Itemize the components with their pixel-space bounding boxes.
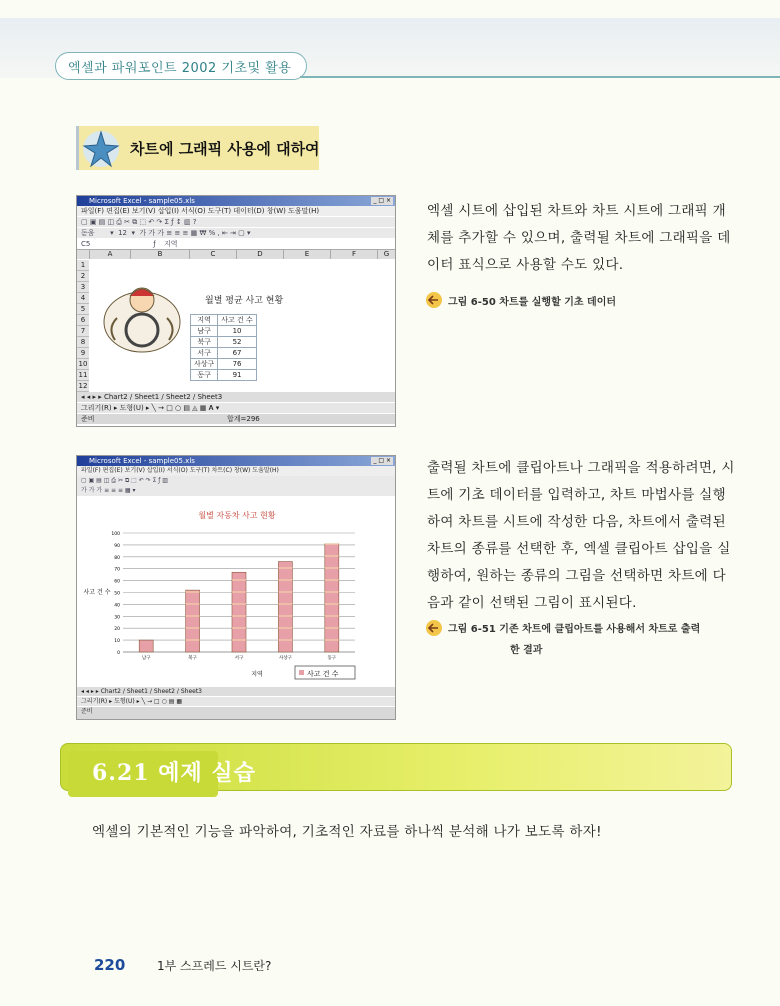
- font-size-select[interactable]: 12: [118, 229, 127, 237]
- row-header[interactable]: 11: [78, 371, 88, 379]
- status-bar: [77, 414, 395, 424]
- drawing-toolbar[interactable]: 그리기(R) ▸ 도형(U) ▸ ╲ → □ ○ ▤ ▦: [77, 697, 395, 706]
- table-header: 사고 건 수: [218, 315, 257, 326]
- column-header[interactable]: D: [237, 250, 284, 259]
- sheet-chart-title: 월별 평균 사고 현황: [205, 296, 284, 306]
- formula-input[interactable]: 지역: [163, 240, 178, 248]
- x-tick-label: 사상구: [278, 656, 292, 661]
- row-header[interactable]: 4: [77, 293, 89, 304]
- caption-1: 그림 6-50 차트를 실행할 기초 데이터: [448, 297, 617, 308]
- row-header[interactable]: 10: [78, 360, 88, 368]
- arrow-left-icon: [425, 619, 443, 637]
- column-header[interactable]: A: [90, 250, 131, 259]
- table-header: 지역: [191, 315, 218, 326]
- menu-bar[interactable]: 파일(F) 편집(E) 보기(V) 삽입(I) 서식(O) 도구(T) 데이터(D) 창(W) 도움말(H): [77, 206, 395, 216]
- bar-동구[interactable]: [325, 544, 339, 652]
- drawing-label[interactable]: 그리기(R) ▸ 도형(U) ▸: [81, 404, 150, 412]
- sheet-tabs[interactable]: ◂ ◂ ▸ ▸ Chart2 / Sheet1 / Sheet2 / Sheet3: [77, 687, 395, 696]
- data-table: [190, 314, 257, 381]
- sheet-tab-list[interactable]: Chart2 / Sheet1 / Sheet2 / Sheet3: [103, 393, 223, 401]
- table-cell[interactable]: 동구: [191, 370, 218, 381]
- x-tick-label: 북구: [188, 656, 197, 661]
- status-bar: [77, 707, 395, 719]
- x-tick-label: 동구: [327, 656, 337, 661]
- window-controls[interactable]: _ □ ×: [373, 457, 391, 464]
- row-header[interactable]: 1: [77, 260, 89, 271]
- select-all-corner[interactable]: [77, 250, 90, 259]
- running-title: 엑셀과 파워포인트 2002 기초및 활용: [68, 61, 292, 76]
- y-tick-label: 30: [114, 615, 120, 621]
- window-controls[interactable]: _ □ ×: [373, 197, 391, 204]
- chart-title: 월별 자동차 사고 현황: [198, 511, 276, 520]
- table-cell[interactable]: 북구: [191, 337, 218, 348]
- y-tick-label: 60: [114, 579, 120, 585]
- table-cell[interactable]: 사상구: [191, 359, 218, 370]
- practice-title: 6.21 예제 실습: [92, 760, 256, 786]
- arrow-left-icon: [425, 291, 443, 309]
- row-header[interactable]: 12: [78, 382, 88, 390]
- y-tick-label: 40: [114, 603, 120, 609]
- x-tick-label: 남구: [141, 656, 151, 661]
- legend-label: 사고 건 수: [307, 670, 339, 678]
- row-header[interactable]: 3: [77, 282, 89, 293]
- window-title-bar: [77, 456, 395, 466]
- table-cell[interactable]: 52: [218, 337, 257, 348]
- y-tick-label: 100: [111, 532, 120, 537]
- page-number: 220: [94, 956, 126, 974]
- table-cell[interactable]: 10: [218, 326, 257, 337]
- format-toolbar[interactable]: 가 가 가 ≡ ≡ ≡ ▦ ▾: [77, 486, 395, 496]
- bar-남구[interactable]: [139, 640, 153, 652]
- sheet-tab-list[interactable]: Chart2 / Sheet1 / Sheet2 / Sheet3: [100, 688, 202, 695]
- status-ready: 준비: [81, 415, 95, 423]
- column-header[interactable]: F: [331, 250, 378, 259]
- column-header[interactable]: E: [284, 250, 331, 259]
- formula-bar: [77, 239, 395, 250]
- excel-screenshot-chart: [76, 455, 396, 720]
- legend-swatch: [299, 670, 304, 675]
- y-tick-label: 50: [114, 591, 120, 597]
- y-tick-label: 70: [114, 567, 120, 573]
- caption-2-line-2: 한 결과: [510, 645, 543, 656]
- status-sum: 합계=296: [227, 415, 260, 423]
- column-header[interactable]: G: [378, 250, 396, 259]
- standard-toolbar[interactable]: ▢ ▣ ▤ ◫ ⎙ ✂ ⧉ ⬚ ↶ ↷ Σ ƒ ▥: [77, 476, 395, 486]
- row-header[interactable]: 2: [77, 271, 89, 282]
- menu-bar[interactable]: 파일(F) 편집(E) 보기(V) 삽입(I) 서식(O) 도구(T) 차트(C) 창(W) 도움말(H): [77, 466, 395, 476]
- fx-icon: ƒ: [153, 240, 156, 248]
- table-cell[interactable]: 67: [218, 348, 257, 359]
- header-rule: [300, 76, 780, 78]
- caption-2-line-1: 그림 6-51 기존 차트에 클립아트를 사용해서 차트로 출력: [448, 624, 701, 635]
- y-tick-label: 10: [114, 639, 120, 645]
- status-ready: 준비: [81, 708, 93, 715]
- row-header[interactable]: 5: [77, 304, 89, 315]
- y-tick-label: 0: [117, 651, 120, 656]
- paragraph-1: 엑셀 시트에 삽입된 차트와 차트 시트에 그래픽 개체를 추가할 수 있으며, 출력될 차트에 그래픽을 데이터 표식으로 사용할 수도 있다.: [427, 203, 731, 273]
- row-header[interactable]: 8: [77, 337, 89, 348]
- font-name-select[interactable]: 돋움: [81, 229, 95, 237]
- x-tick-label: 서구: [234, 656, 244, 661]
- table-cell[interactable]: 76: [218, 359, 257, 370]
- drawing-toolbar[interactable]: 그리기(R) ▸ 도형(U) ▸ ╲ → □ ○ ▤ ◬ ▦ 𝐀 ▾: [77, 403, 395, 413]
- table-cell[interactable]: 91: [218, 370, 257, 381]
- practice-summary: 엑셀의 기본적인 기능을 파악하여, 기초적인 자료를 하나씩 분석해 나가 보도록 하자!: [92, 824, 602, 840]
- drawing-label[interactable]: 그리기(R) ▸ 도형(U) ▸: [81, 698, 140, 705]
- column-header[interactable]: C: [190, 250, 237, 259]
- section-title: 차트에 그래픽 사용에 대하여: [130, 140, 320, 158]
- sheet-tabs[interactable]: ◂ ◂ ▸ ▸ Chart2 / Sheet1 / Sheet2 / Sheet3: [77, 392, 395, 402]
- y-axis-label: 사고 건 수: [83, 589, 111, 596]
- paragraph-2: 출력될 차트에 클립아트나 그래픽을 적용하려면, 시트에 기초 데이터를 입력하고, 차트 마법사를 실행하여 차트를 시트에 작성한 다음, 차트에서 출력된 차트의 종류를 선택한 후, 엑셀 클립아트 삽입을 실행하여, 원하는 종류의 그림을 선택하면 차트에 다음과 같이 선택된 그림이 표시된다.: [427, 460, 735, 611]
- window-title-bar: [77, 196, 395, 206]
- name-box[interactable]: C5: [81, 240, 91, 248]
- y-tick-label: 80: [114, 555, 120, 561]
- bar-북구[interactable]: [186, 590, 200, 652]
- row-header[interactable]: 6: [77, 315, 89, 326]
- y-tick-label: 90: [114, 543, 120, 549]
- standard-toolbar[interactable]: ▢ ▣ ▤ ◫ ⎙ ✂ ⧉ ⬚ ↶ ↷ Σ ƒ ↕ ▥ ?: [77, 217, 395, 227]
- table-cell[interactable]: 서구: [191, 348, 218, 359]
- driver-clipart: [97, 278, 187, 358]
- bar-chart[interactable]: [77, 498, 395, 688]
- window-title: Microsoft Excel - sample05.xls: [89, 457, 195, 465]
- window-title: Microsoft Excel - sample05.xls: [89, 197, 195, 205]
- y-tick-label: 20: [114, 627, 120, 633]
- excel-screenshot-data: [76, 195, 396, 427]
- footer-part-title: 1부 스프레드 시트란?: [157, 959, 272, 973]
- format-toolbar[interactable]: 돋움 ▾ 12 ▾ 가 가 가 ≡ ≡ ≡ ▦ ₩ % , ⇤ ⇥ ▢ ▾: [77, 228, 395, 238]
- table-cell[interactable]: 남구: [191, 326, 218, 337]
- row-header[interactable]: 7: [77, 326, 89, 337]
- column-header[interactable]: B: [131, 250, 190, 259]
- x-axis-label: 지역: [251, 671, 263, 678]
- bar-사상구[interactable]: [278, 562, 292, 652]
- star-icon: [80, 128, 122, 170]
- row-header[interactable]: 9: [77, 348, 89, 359]
